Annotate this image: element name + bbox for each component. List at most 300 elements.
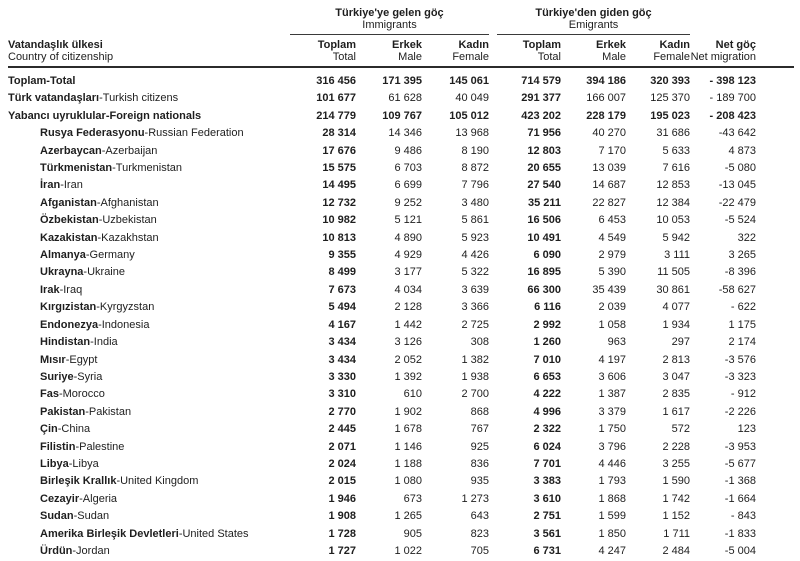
imm-total-value: 1 908 bbox=[328, 510, 356, 523]
gap-cell bbox=[489, 67, 497, 90]
imm-male-value: 6 703 bbox=[394, 162, 422, 175]
table-row bbox=[8, 264, 794, 281]
country-name-cell bbox=[8, 334, 290, 351]
table-row bbox=[8, 125, 794, 142]
emi-female-value: 31 686 bbox=[656, 127, 690, 140]
imm-male-value: 109 767 bbox=[382, 109, 422, 122]
emi-female-value: 4 077 bbox=[662, 301, 690, 314]
imm-female-value: 3 639 bbox=[461, 283, 489, 296]
emi-female-value: 1 742 bbox=[662, 492, 690, 505]
country-name-tr: Birleşik Krallık bbox=[40, 475, 117, 488]
imm-total-value: 4 167 bbox=[328, 318, 356, 331]
emi-total-value: 714 579 bbox=[521, 75, 561, 87]
country-name-cell bbox=[8, 404, 290, 421]
country-name-cell bbox=[8, 421, 290, 438]
net-header-spacer bbox=[690, 4, 756, 35]
emi-female-value: 1 152 bbox=[662, 510, 690, 523]
imm-male-value: 3 177 bbox=[394, 266, 422, 279]
imm-female-value: 868 bbox=[470, 405, 489, 418]
country-name-en: -Total bbox=[46, 75, 76, 87]
imm-total-value: 28 314 bbox=[322, 127, 356, 140]
emi-male-value: 14 687 bbox=[592, 179, 626, 192]
net-migration-value: 1 175 bbox=[728, 318, 756, 331]
emi-female-value: 2 835 bbox=[662, 388, 690, 401]
imm-male-value: 1 265 bbox=[394, 510, 422, 523]
filler-cell bbox=[756, 90, 794, 107]
imm-total-value: 1 946 bbox=[328, 492, 356, 505]
emi-male-value: 4 247 bbox=[598, 544, 626, 557]
gap-cell bbox=[489, 317, 497, 334]
net-migration-value: -3 323 bbox=[724, 370, 756, 383]
net-migration-value: -58 627 bbox=[718, 283, 756, 296]
emi-male-value: 1 599 bbox=[598, 510, 626, 523]
imm-male-value: 171 395 bbox=[382, 75, 422, 87]
emi-male-value: 35 439 bbox=[592, 283, 626, 296]
net-header-tr: Net göç bbox=[715, 39, 756, 51]
country-name-tr: Cezayir bbox=[40, 492, 80, 505]
filler-cell bbox=[756, 317, 794, 334]
country-name-en: -Kazakhstan bbox=[97, 231, 159, 244]
emi-total-value: 6 024 bbox=[533, 440, 561, 453]
imm-total-value: 10 813 bbox=[322, 231, 356, 244]
net-migration-value: 2 174 bbox=[728, 336, 756, 349]
emi-total-value: 2 751 bbox=[533, 510, 561, 523]
country-name-tr: Almanya bbox=[40, 249, 86, 262]
table-row bbox=[8, 177, 794, 194]
emi-male-value: 40 270 bbox=[592, 127, 626, 140]
imm-male-value: 3 126 bbox=[394, 336, 422, 349]
table-row bbox=[8, 195, 794, 212]
emi-total-value: 27 540 bbox=[527, 179, 561, 192]
imm-total-value: 14 495 bbox=[322, 179, 356, 192]
imm-total-value: 12 732 bbox=[322, 196, 356, 209]
imm-male-value: 9 486 bbox=[394, 144, 422, 157]
gap-cell bbox=[489, 404, 497, 421]
emi-female-value: 12 853 bbox=[656, 179, 690, 192]
table-row bbox=[8, 230, 794, 247]
filler-cell bbox=[756, 108, 794, 125]
emi-female-value: 30 861 bbox=[656, 283, 690, 296]
net-migration-value: 4 873 bbox=[728, 144, 756, 157]
gap-cell bbox=[489, 386, 497, 403]
emi-male-value: 2 979 bbox=[598, 249, 626, 262]
emi-female-value: 3 111 bbox=[664, 249, 690, 262]
emi-total-value: 2 322 bbox=[533, 423, 561, 436]
imm-female-header bbox=[422, 35, 489, 68]
imm-total-value: 101 677 bbox=[316, 92, 356, 105]
filler-cell bbox=[756, 456, 794, 473]
imm-male-value: 14 346 bbox=[388, 127, 422, 140]
imm-male-value: 1 146 bbox=[394, 440, 422, 453]
imm-male-value: 905 bbox=[403, 527, 422, 540]
country-header-en: Country of citizenship bbox=[8, 51, 114, 63]
table-row bbox=[8, 543, 794, 560]
gap-cell bbox=[489, 543, 497, 560]
imm-total-value: 1 728 bbox=[328, 527, 356, 540]
country-name-cell bbox=[8, 125, 290, 142]
emi-total-header bbox=[497, 35, 561, 68]
table-row bbox=[8, 439, 794, 456]
filler-cell bbox=[756, 473, 794, 490]
imm-total-value: 2 071 bbox=[328, 440, 356, 453]
emi-total-value: 12 803 bbox=[527, 144, 561, 157]
gap-cell bbox=[489, 456, 497, 473]
country-name-en: -Azerbaijan bbox=[101, 144, 158, 157]
imm-female-value: 2 725 bbox=[461, 318, 489, 331]
imm-male-value: 4 034 bbox=[394, 283, 422, 296]
country-name-cell bbox=[8, 247, 290, 264]
country-name-tr: Endonezya bbox=[40, 318, 99, 331]
imm-male-value: 673 bbox=[403, 492, 422, 505]
country-name-cell bbox=[8, 264, 290, 281]
imm-male-value: 2 128 bbox=[394, 301, 422, 314]
country-name-en: -Indonesia bbox=[98, 318, 150, 331]
imm-female-value: 836 bbox=[470, 457, 489, 470]
net-migration-value: - 208 423 bbox=[709, 109, 756, 122]
imm-male-value: 610 bbox=[403, 388, 422, 401]
emi-male-value: 7 170 bbox=[598, 144, 626, 157]
country-name-cell bbox=[8, 90, 290, 107]
imm-female-value: 1 273 bbox=[461, 492, 489, 505]
net-migration-value: -5 524 bbox=[724, 214, 756, 227]
country-name-tr: Kırgızistan bbox=[40, 301, 97, 314]
table-row bbox=[8, 67, 794, 90]
filler-cell bbox=[756, 282, 794, 299]
country-name-cell bbox=[8, 508, 290, 525]
imm-female-value: 643 bbox=[470, 510, 489, 523]
table-body bbox=[8, 67, 794, 560]
country-column-header bbox=[8, 35, 290, 68]
country-name-tr: Rusya Federasyonu bbox=[40, 127, 145, 140]
country-name-tr: Türkmenistan bbox=[40, 162, 113, 175]
country-name-en: -Morocco bbox=[58, 388, 105, 401]
emi-total-value: 71 956 bbox=[527, 127, 561, 140]
emi-male-value: 1 058 bbox=[598, 318, 626, 331]
table-row bbox=[8, 90, 794, 107]
filler-cell bbox=[756, 491, 794, 508]
emi-male-header-tr: Erkek bbox=[596, 39, 626, 51]
country-name-cell bbox=[8, 230, 290, 247]
country-name-en: -China bbox=[57, 423, 91, 436]
net-migration-value: -3 576 bbox=[724, 353, 756, 366]
country-name-tr: Amerika Birleşik Devletleri bbox=[40, 527, 179, 540]
gap-cell bbox=[489, 177, 497, 194]
imm-male-value: 1 022 bbox=[394, 544, 422, 557]
imm-total-value: 5 494 bbox=[328, 301, 356, 314]
country-name-cell bbox=[8, 526, 290, 543]
imm-male-value: 2 052 bbox=[394, 353, 422, 366]
gap-cell bbox=[489, 369, 497, 386]
emi-male-value: 1 387 bbox=[598, 388, 626, 401]
table-row bbox=[8, 508, 794, 525]
country-name-cell bbox=[8, 195, 290, 212]
country-name-tr: Mısır bbox=[40, 353, 66, 366]
emi-total-value: 6 090 bbox=[533, 249, 561, 262]
imm-total-value: 7 673 bbox=[328, 283, 356, 296]
net-migration-value: 322 bbox=[737, 231, 756, 244]
net-migration-value: -1 368 bbox=[724, 475, 756, 488]
imm-total-value: 9 355 bbox=[328, 249, 356, 262]
net-migration-value: -8 396 bbox=[724, 266, 756, 279]
country-name-en: -Pakistan bbox=[85, 405, 132, 418]
filler-cell bbox=[756, 247, 794, 264]
country-header-spacer bbox=[8, 4, 290, 35]
filler-cell bbox=[756, 264, 794, 281]
country-name-en: -Palestine bbox=[75, 440, 125, 453]
gap-cell bbox=[489, 508, 497, 525]
filler-cell bbox=[756, 386, 794, 403]
filler-cell bbox=[756, 369, 794, 386]
table-row bbox=[8, 143, 794, 160]
table-row bbox=[8, 299, 794, 316]
emi-female-value: 572 bbox=[671, 423, 690, 436]
group-gap bbox=[489, 4, 497, 35]
country-name-tr: Libya bbox=[40, 457, 69, 470]
imm-female-value: 1 938 bbox=[461, 370, 489, 383]
emi-total-value: 6 116 bbox=[534, 301, 561, 314]
emi-female-value: 3 047 bbox=[662, 370, 690, 383]
filler-cell bbox=[756, 212, 794, 229]
emi-total-value: 1 260 bbox=[533, 336, 561, 349]
imm-male-value: 5 121 bbox=[394, 214, 422, 227]
table-row bbox=[8, 352, 794, 369]
emi-female-value: 1 711 bbox=[663, 527, 690, 540]
imm-male-value: 1 392 bbox=[394, 370, 422, 383]
imm-total-value: 15 575 bbox=[322, 162, 356, 175]
emi-female-value: 5 942 bbox=[662, 231, 690, 244]
imm-total-value: 3 434 bbox=[328, 336, 356, 349]
filler-cell bbox=[756, 230, 794, 247]
country-name-cell bbox=[8, 67, 290, 90]
emi-total-value: 6 731 bbox=[533, 544, 561, 557]
emi-male-value: 394 186 bbox=[586, 75, 626, 87]
country-name-tr: İran bbox=[40, 179, 61, 192]
filler-cell bbox=[756, 439, 794, 456]
immigrants-title-tr: Türkiye'ye gelen göç bbox=[335, 7, 444, 19]
gap-cell bbox=[489, 195, 497, 212]
imm-total-value: 10 982 bbox=[322, 214, 356, 227]
imm-male-value: 61 628 bbox=[388, 92, 422, 105]
table-row bbox=[8, 160, 794, 177]
imm-total-value: 3 310 bbox=[328, 388, 356, 401]
gap-cell bbox=[489, 473, 497, 490]
column-header-row bbox=[8, 35, 794, 68]
emigrants-group-header bbox=[497, 4, 690, 35]
emi-total-value: 10 491 bbox=[527, 231, 561, 244]
country-name-en: -Ukraine bbox=[83, 266, 125, 279]
imm-female-value: 4 426 bbox=[461, 249, 489, 262]
country-name-en: -United States bbox=[178, 527, 249, 540]
gap-cell bbox=[489, 282, 497, 299]
imm-female-value: 8 872 bbox=[461, 162, 489, 175]
emi-male-value: 1 868 bbox=[598, 492, 626, 505]
imm-female-value: 767 bbox=[470, 423, 489, 436]
imm-male-header-en: Male bbox=[398, 51, 422, 63]
country-name-cell bbox=[8, 108, 290, 125]
imm-total-value: 17 676 bbox=[322, 144, 356, 157]
emi-male-header-en: Male bbox=[602, 51, 626, 63]
filler-cell bbox=[756, 177, 794, 194]
imm-total-header-en: Total bbox=[332, 51, 356, 63]
filler-cell bbox=[756, 334, 794, 351]
gap-cell bbox=[489, 491, 497, 508]
imm-male-header bbox=[356, 35, 422, 68]
emi-male-value: 228 179 bbox=[586, 109, 626, 122]
imm-total-value: 2 015 bbox=[328, 475, 356, 488]
country-name-cell bbox=[8, 177, 290, 194]
imm-male-value: 1 442 bbox=[394, 318, 422, 331]
emi-female-value: 320 393 bbox=[650, 75, 690, 87]
table-row bbox=[8, 282, 794, 299]
imm-female-value: 7 796 bbox=[461, 179, 489, 192]
country-name-en: -Foreign nationals bbox=[105, 109, 202, 122]
net-header-en: Net migration bbox=[690, 51, 756, 63]
emi-male-value: 5 390 bbox=[598, 266, 626, 279]
country-name-tr: Türk vatandaşları bbox=[8, 92, 100, 105]
country-header-tr: Vatandaşlık ülkesi bbox=[8, 39, 103, 51]
country-name-en: -India bbox=[90, 336, 118, 349]
gap-cell bbox=[489, 526, 497, 543]
net-migration-header bbox=[690, 35, 756, 68]
imm-male-value: 1 188 bbox=[394, 457, 422, 470]
emi-female-value: 2 813 bbox=[662, 353, 690, 366]
emi-female-header bbox=[626, 35, 690, 68]
emi-female-value: 2 484 bbox=[662, 544, 690, 557]
imm-female-header-en: Female bbox=[452, 51, 489, 63]
imm-female-value: 3 366 bbox=[461, 301, 489, 314]
emi-total-value: 291 377 bbox=[521, 92, 561, 105]
country-name-en: -Libya bbox=[68, 457, 99, 470]
gap-cell bbox=[489, 125, 497, 142]
imm-female-value: 105 012 bbox=[449, 109, 489, 122]
country-name-en: -Jordan bbox=[72, 544, 110, 557]
net-migration-value: -43 642 bbox=[718, 127, 756, 140]
filler-header bbox=[756, 35, 794, 68]
table-row bbox=[8, 386, 794, 403]
imm-male-value: 6 699 bbox=[394, 179, 422, 192]
emi-female-value: 1 590 bbox=[662, 475, 690, 488]
country-name-tr: Irak bbox=[40, 283, 60, 296]
net-migration-value: - 622 bbox=[730, 301, 756, 314]
table-row bbox=[8, 247, 794, 264]
table-row bbox=[8, 526, 794, 543]
header-gap bbox=[489, 35, 497, 68]
net-migration-value: -5 080 bbox=[724, 162, 756, 175]
country-name-cell bbox=[8, 352, 290, 369]
country-name-en: -Algeria bbox=[79, 492, 118, 505]
imm-female-value: 8 190 bbox=[461, 144, 489, 157]
emi-male-value: 963 bbox=[607, 336, 626, 349]
emi-total-value: 35 211 bbox=[527, 196, 561, 209]
net-migration-value: - 189 700 bbox=[709, 92, 756, 105]
imm-female-value: 925 bbox=[470, 440, 489, 453]
country-name-en: -Turkmenistan bbox=[112, 162, 183, 175]
country-name-cell bbox=[8, 282, 290, 299]
emi-male-value: 4 549 bbox=[598, 231, 626, 244]
imm-male-value: 1 902 bbox=[394, 405, 422, 418]
emi-total-header-en: Total bbox=[537, 51, 561, 63]
emi-total-value: 3 561 bbox=[533, 527, 561, 540]
gap-cell bbox=[489, 212, 497, 229]
country-name-cell bbox=[8, 160, 290, 177]
country-name-cell bbox=[8, 299, 290, 316]
country-name-en: -Sudan bbox=[73, 510, 110, 523]
net-migration-value: -1 664 bbox=[724, 492, 756, 505]
imm-male-value: 1 678 bbox=[394, 423, 422, 436]
table-row bbox=[8, 212, 794, 229]
country-name-cell bbox=[8, 143, 290, 160]
emi-male-value: 4 446 bbox=[598, 457, 626, 470]
emi-total-header-tr: Toplam bbox=[522, 39, 561, 51]
emi-total-value: 4 996 bbox=[533, 405, 561, 418]
group-header-row bbox=[8, 4, 794, 35]
table-row bbox=[8, 491, 794, 508]
country-name-tr: Yabancı uyruklular bbox=[8, 109, 106, 122]
gap-cell bbox=[489, 334, 497, 351]
imm-female-value: 3 480 bbox=[461, 196, 489, 209]
country-name-en: -Syria bbox=[73, 370, 103, 383]
imm-female-value: 705 bbox=[470, 544, 489, 557]
emigrants-title-tr: Türkiye'den giden göç bbox=[535, 7, 652, 19]
country-name-tr: Azerbaycan bbox=[40, 144, 102, 157]
table-row bbox=[8, 421, 794, 438]
country-name-en: -Kyrgyzstan bbox=[96, 301, 155, 314]
migration-table bbox=[8, 4, 794, 560]
country-name-en: -United Kingdom bbox=[116, 475, 199, 488]
country-name-tr: Sudan bbox=[40, 510, 74, 523]
emi-total-value: 423 202 bbox=[521, 109, 561, 122]
imm-total-value: 2 445 bbox=[328, 423, 356, 436]
filler-cell bbox=[756, 299, 794, 316]
country-name-en: -Afghanistan bbox=[96, 196, 159, 209]
filler-cell bbox=[756, 352, 794, 369]
country-name-cell bbox=[8, 386, 290, 403]
country-name-tr: Ukrayna bbox=[40, 266, 84, 279]
emi-male-value: 2 039 bbox=[598, 301, 626, 314]
emi-male-value: 3 796 bbox=[598, 440, 626, 453]
country-name-tr: Hindistan bbox=[40, 336, 91, 349]
table-row bbox=[8, 369, 794, 386]
filler-cell bbox=[756, 543, 794, 560]
country-name-cell bbox=[8, 212, 290, 229]
imm-total-value: 8 499 bbox=[328, 266, 356, 279]
emi-male-value: 3 379 bbox=[598, 405, 626, 418]
emi-total-value: 4 222 bbox=[533, 388, 561, 401]
table-row bbox=[8, 108, 794, 125]
filler-cell bbox=[756, 195, 794, 212]
gap-cell bbox=[489, 421, 497, 438]
imm-female-value: 40 049 bbox=[455, 92, 489, 105]
imm-total-value: 3 434 bbox=[328, 353, 356, 366]
country-name-cell bbox=[8, 473, 290, 490]
emi-male-value: 4 197 bbox=[598, 353, 626, 366]
net-migration-value: -5 677 bbox=[724, 457, 756, 470]
table-row bbox=[8, 404, 794, 421]
filler-cell bbox=[756, 526, 794, 543]
emi-female-value: 10 053 bbox=[656, 214, 690, 227]
country-name-tr: Kazakistan bbox=[40, 231, 98, 244]
country-name-cell bbox=[8, 439, 290, 456]
gap-cell bbox=[489, 90, 497, 107]
imm-total-value: 214 779 bbox=[316, 109, 356, 122]
country-name-cell bbox=[8, 317, 290, 334]
gap-cell bbox=[489, 352, 497, 369]
imm-male-value: 4 929 bbox=[394, 249, 422, 262]
imm-total-value: 316 456 bbox=[316, 75, 356, 87]
emi-male-value: 166 007 bbox=[586, 92, 626, 105]
net-migration-value: -22 479 bbox=[718, 196, 756, 209]
emi-male-value: 22 827 bbox=[592, 196, 626, 209]
